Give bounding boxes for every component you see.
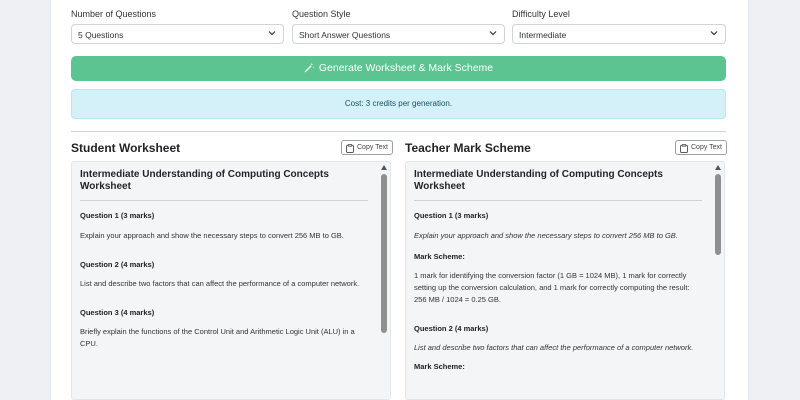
question-style-value: Short Answer Questions [299,30,391,40]
teacher-copy-button[interactable] [675,140,727,155]
num-questions-select[interactable] [71,24,284,44]
generate-button[interactable] [71,56,726,81]
question-text: Explain your approach and show the necessary steps to convert 256 MB to GB. [80,231,344,240]
chevron-down-icon [489,29,497,37]
mark-scheme-label: Mark Scheme: [414,252,465,261]
student-worksheet-title: Intermediate Understanding of Computing Concepts Worksheet [80,169,329,192]
student-worksheet-panel[interactable] [71,161,391,400]
difficulty-value: Intermediate [519,30,567,40]
scroll-up-arrow[interactable] [715,165,721,170]
difficulty-label: Difficulty Level [512,9,570,19]
question-text: List and describe two factors that can affect the performance of a computer network. [80,279,360,288]
question-text: List and describe two factors that can affect the performance of a computer network. [414,343,694,352]
generate-button-label: Generate Worksheet & Mark Scheme [318,62,494,74]
student-worksheet-heading: Student Worksheet [71,141,181,155]
mark-scheme-label: Mark Scheme: [414,362,465,371]
magic-wand-icon [304,62,315,73]
title-divider [80,200,368,201]
chevron-down-icon [268,29,276,37]
teacher-mark-scheme-panel[interactable] [405,161,725,400]
student-copy-label: Copy Text [357,144,388,151]
clipboard-icon [680,144,688,153]
question-style-label: Question Style [292,9,351,19]
worksheet-generator-card [50,0,749,400]
num-questions-value: 5 Questions [78,30,124,40]
teacher-copy-label: Copy Text [691,144,722,151]
difficulty-select[interactable] [512,24,726,44]
question-style-select[interactable] [292,24,505,44]
cost-notice: Cost: 3 credits per generation. [71,89,726,119]
mark-scheme-text: 1 mark for identifying the conversion factor (1 GB = 1024 MB), 1 mark for correctly setting up the conversion calculation, and 1 mark for correctly computing the result: 256 MB / 1024 = 0.25 GB. [414,271,690,304]
chevron-down-icon [710,29,718,37]
scrollbar-thumb[interactable] [381,174,387,333]
title-divider [414,200,702,201]
clipboard-icon [346,144,354,153]
teacher-mark-scheme-title: Intermediate Understanding of Computing Concepts Worksheet [414,169,663,192]
scroll-up-arrow[interactable] [381,165,387,170]
question-heading: Question 1 (3 marks) [80,211,155,220]
question-heading: Question 2 (4 marks) [80,260,155,269]
student-copy-button[interactable] [341,140,393,155]
num-questions-label: Number of Questions [71,9,157,19]
question-text: Briefly explain the functions of the Control Unit and Arithmetic Logic Unit (ALU) in a CPU. [80,327,355,348]
question-heading: Question 1 (3 marks) [414,211,489,220]
scrollbar-thumb[interactable] [715,174,721,255]
question-heading: Question 2 (4 marks) [414,324,489,333]
teacher-mark-scheme-heading: Teacher Mark Scheme [405,141,531,155]
question-heading: Question 3 (4 marks) [80,308,155,317]
question-text: Explain your approach and show the necessary steps to convert 256 MB to GB. [414,231,678,240]
section-divider [71,131,726,132]
